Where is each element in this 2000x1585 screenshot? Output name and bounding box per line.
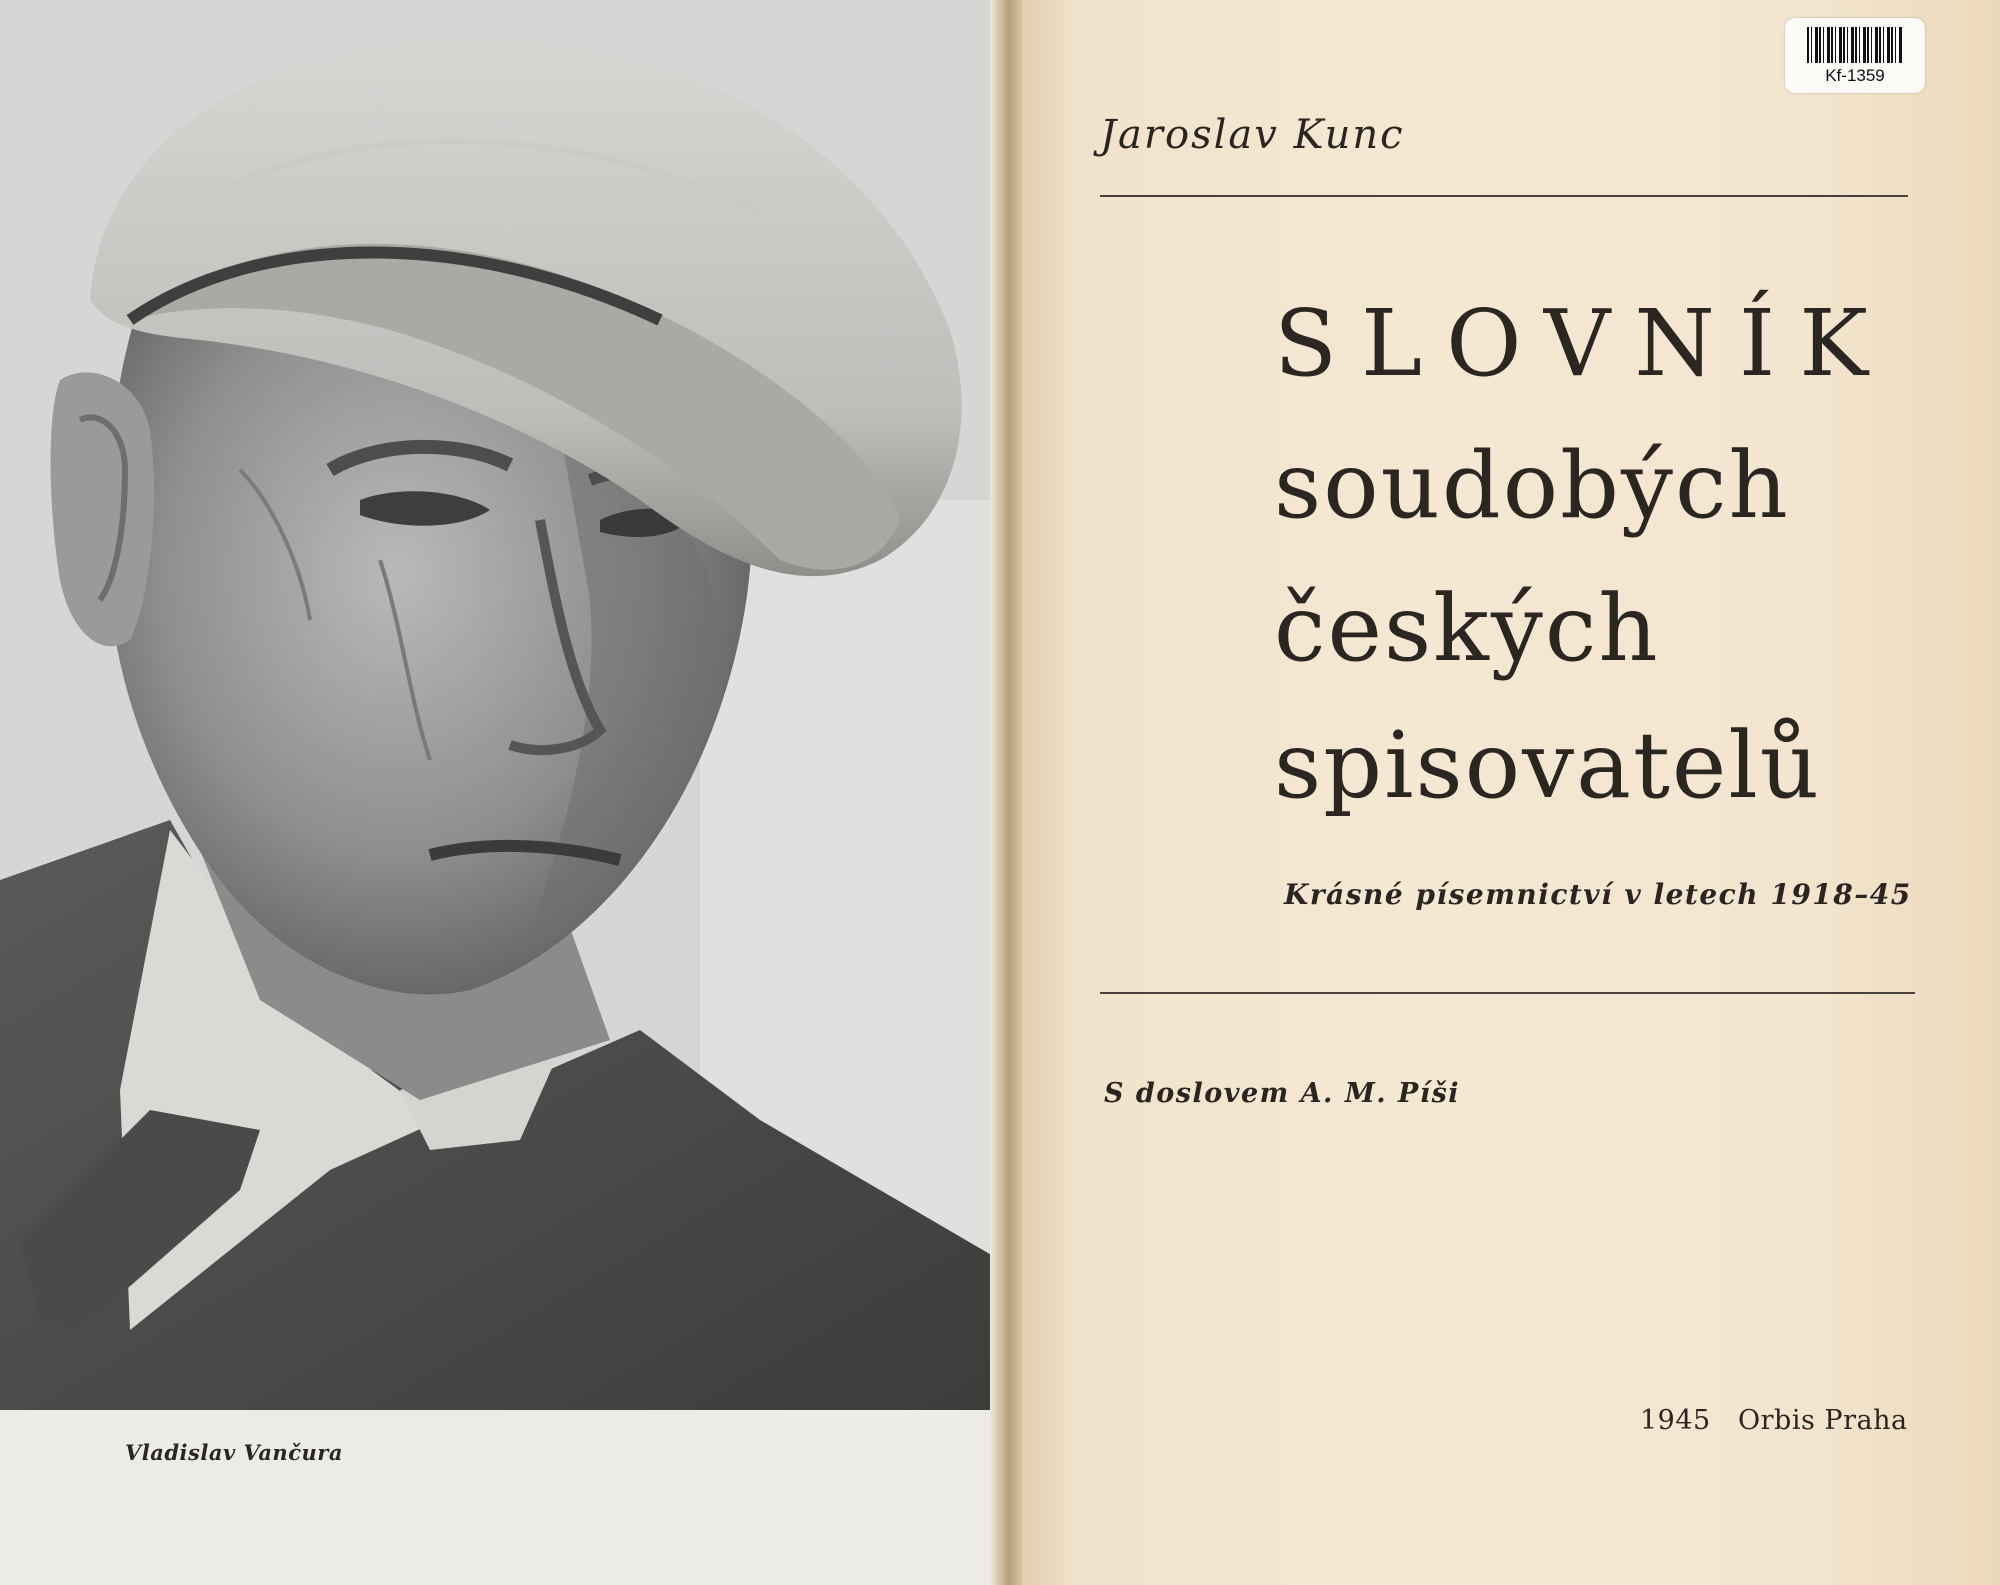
publisher-name: Orbis Praha <box>1738 1405 1908 1436</box>
caption-strip <box>0 1410 1000 1585</box>
library-barcode-sticker <box>1785 18 1925 93</box>
afterword-credit: S doslovem A. M. Píši <box>1104 1078 1461 1109</box>
book-gutter <box>990 0 1024 1585</box>
author-portrait-photo <box>0 0 1000 1410</box>
title-line-3: českých <box>1274 575 1660 682</box>
author-name: Jaroslav Kunc <box>1100 112 1405 158</box>
publication-year: 1945 <box>1640 1405 1711 1436</box>
top-rule <box>1100 195 1908 197</box>
title-line-2: soudobých <box>1274 432 1790 539</box>
subtitle: Krásné písemnictví v letech 1918–45 <box>1284 878 1912 911</box>
title-line-4: spisovatelů <box>1274 712 1822 819</box>
title-page <box>1022 0 2000 1585</box>
portrait-caption: Vladislav Vančura <box>125 1440 343 1465</box>
title-line-1: SLOVNÍK <box>1274 290 1892 397</box>
shelfmark-label: Kf-1359 <box>1825 66 1885 85</box>
barcode-icon <box>1807 27 1903 63</box>
middle-rule <box>1100 992 1915 994</box>
